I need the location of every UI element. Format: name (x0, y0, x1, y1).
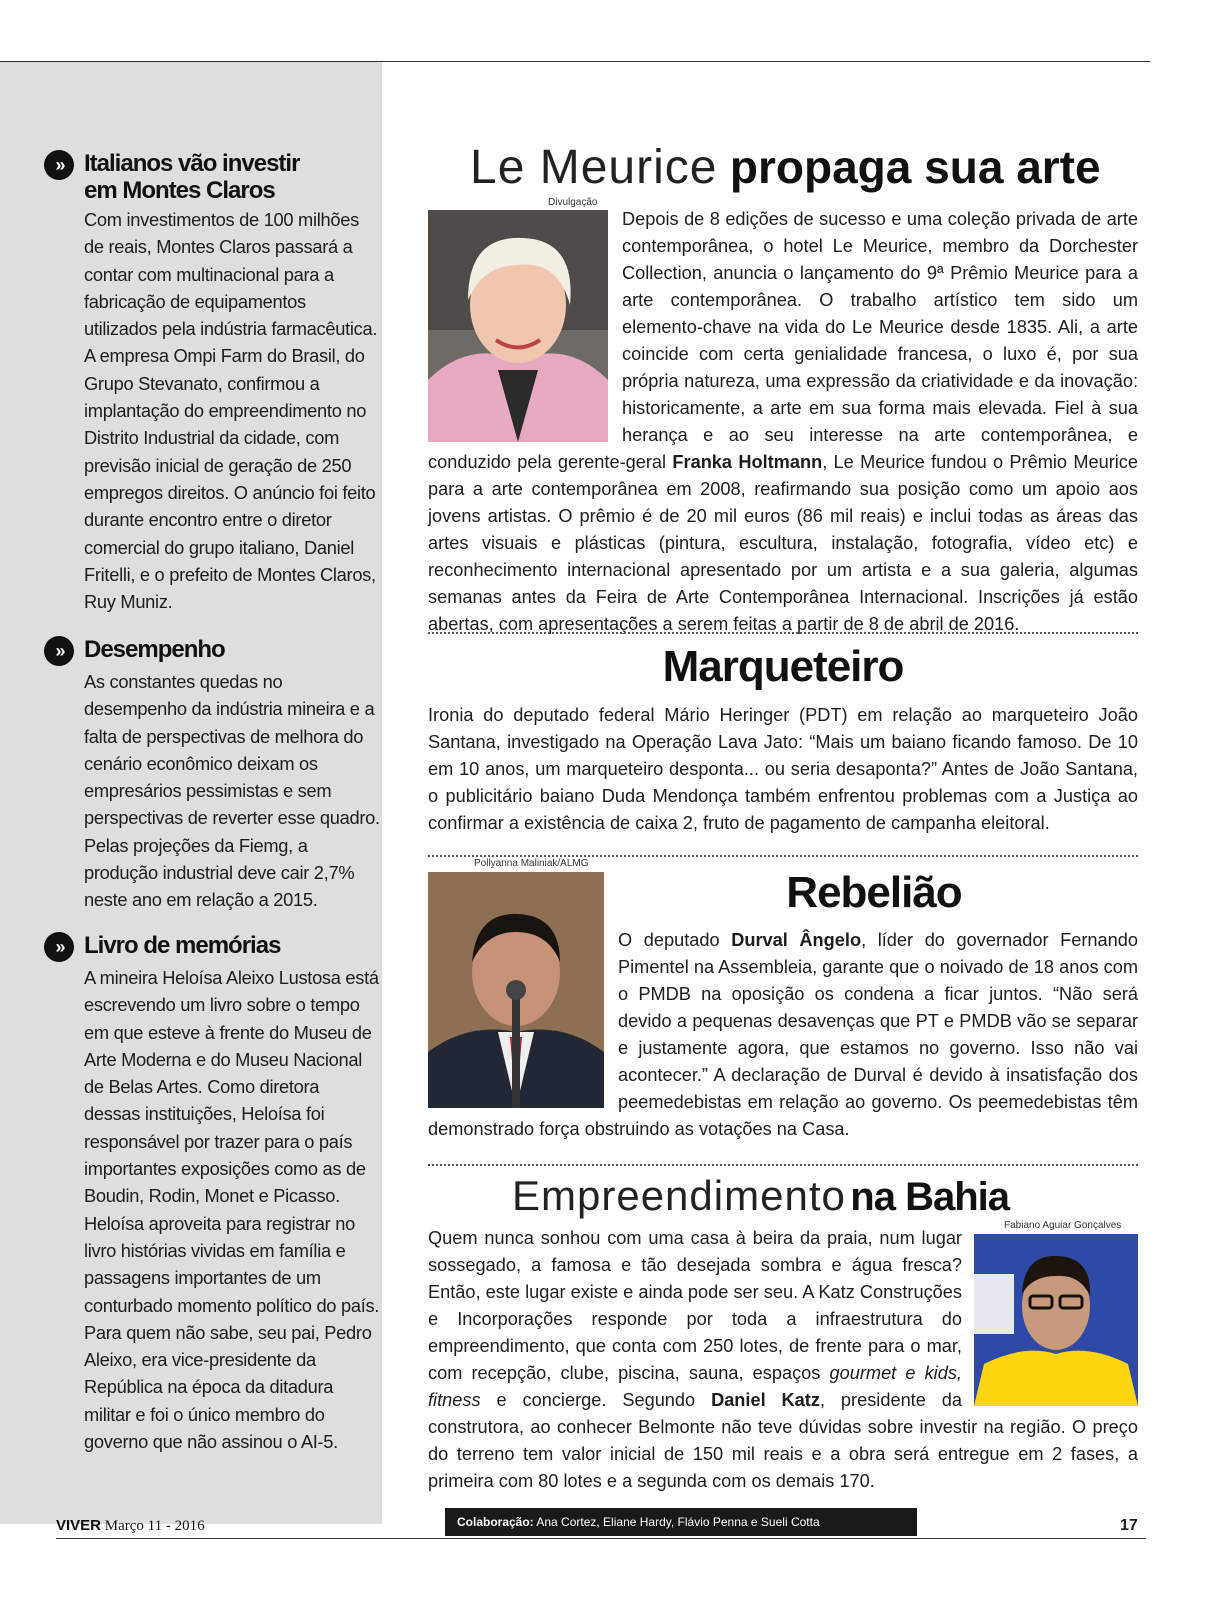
person-name: Durval Ângelo (731, 930, 862, 950)
person-name: Daniel Katz (711, 1390, 820, 1410)
rebeliao-headline: Rebelião (786, 868, 962, 917)
collab-names: Ana Cortez, Eliane Hardy, Flávio Penna e Sueli Cotta (536, 1515, 820, 1529)
dotted-divider (428, 855, 1138, 857)
dotted-divider (428, 632, 1138, 634)
page-number: 17 (1120, 1517, 1138, 1534)
photo-float (428, 927, 618, 1115)
sidebar-item-body: Com investimentos de 100 milhões de reais, Montes Claros passará a contar com multinacional para a fabricação de equipamentos utilizados pela indústria farmacêutica. A empresa Ompi Farm do Brasil, do Grupo Stevanato, confirmou a implantação do empreendimento no Distrito Industrial da cidade, com previsão inicial de geração de 250 empregos direitos. O anúncio foi feito durante encontro entre o diretor comercial do grupo italiano, Daniel Fritelli, e o prefeito de Montes Claros, Ruy Muniz. (84, 209, 378, 613)
photo-float (428, 206, 622, 446)
sidebar (0, 62, 382, 1524)
italic-terms: gourmet e kids, fitness (428, 1363, 962, 1410)
footer-rule (56, 1538, 1146, 1539)
issue-date: Março 11 - 2016 (104, 1518, 205, 1534)
sidebar-item-title: Desempenho (84, 636, 225, 663)
headline-thin: Le Meurice (470, 141, 718, 194)
double-chevron-icon: » (44, 636, 74, 666)
sidebar-item-italianos (44, 150, 380, 615)
photo-float (962, 1225, 1138, 1409)
magazine-name: VIVER (56, 1517, 102, 1534)
collaboration-bar (445, 1508, 917, 1536)
sidebar-item-title: Italianos vão investir em Montes Claros (84, 150, 300, 204)
rebeliao-body: O deputado Durval Ângelo, líder do governador Fernando Pimentel na Assembleia, garante que o noivado de 18 anos com o PMDB na oposição os condena a ficar juntos. “Não será devido a pequenas desavenças que PT e PMDB vão se separar e justamente agora, que estamos no governo. Isso não vai acontecer.” A declaração de Durval é devido à insatisfação dos peemedebistas em relação ao governo. Os peemedebistas têm demonstrado força obstruindo as votações na Casa. (428, 927, 1138, 1143)
person-name: Franka Holtmann (672, 452, 823, 472)
photo-credit: Pollyanna Maliniak/ALMG (474, 858, 589, 869)
marqueteiro-headline: Marqueteiro (662, 642, 904, 691)
bahia-headline (512, 1172, 1072, 1220)
headline-thin: Empreendimento (512, 1172, 846, 1219)
sidebar-item-body: A mineira Heloísa Aleixo Lustosa está escrevendo um livro sobre o tempo em que esteve à frente do Museu de Arte Moderna e do Museu Nacional de Belas Artes. Como diretora dessas instituições, Heloísa foi responsável por trazer para o país importantes exposições como as de Boudin, Rodin, Monet e Picasso. Heloísa aproveita para registrar no livro histórias vividas em família e passagens importantes de um conturbado momento político do país. Para quem não sabe, seu pai, Pedro Aleixo, era vice-presidente da República na época da ditadura militar e foi o único membro do governo que não assinou o AI-5. (84, 967, 380, 1453)
sidebar-item-desempenho (44, 636, 380, 914)
double-chevron-icon: » (44, 150, 74, 180)
sidebar-item-livro (44, 932, 380, 1455)
headline-bold: na Bahia (850, 1175, 1010, 1219)
headline-bold: propaga sua arte (729, 141, 1101, 193)
sidebar-item-title: Livro de memórias (84, 932, 281, 959)
dotted-divider (428, 1164, 1138, 1166)
marqueteiro-body: Ironia do deputado federal Mário Heringer (PDT) em relação ao marqueteiro João Santana, investigado na Operação Lava Jato: “Mais um baiano ficando famoso. De 10 em 10 anos, um marqueteiro desponta... ou seria desaponta?” Antes de João Santana, o publicitário baiano Duda Mendonça também enfrentou problemas com a Justiça ao confirmar a existência de caixa 2, fruto de pagamento de campanha eleitoral. (428, 705, 1138, 833)
double-chevron-icon: » (44, 932, 74, 962)
photo-credit: Fabiano Aguiar Gonçalves (1004, 1220, 1122, 1231)
sidebar-item-body: As constantes quedas no desempenho da indústria mineira e a falta de perspectivas de melhora do cenário econômico deixam os empresários pessimistas e sem perspectivas de reverter esse quadro. Pelas projeções da Fiemg, a produção industrial deve cair 2,7% neste ano em relação a 2015. (84, 671, 380, 911)
collab-label: Colaboração: (457, 1515, 534, 1529)
meurice-headline (470, 140, 1150, 200)
meurice-body: Depois de 8 edições de sucesso e uma coleção privada de arte contemporânea, o hotel Le Meurice, membro da Dorchester Collection, anuncia o lançamento do 9ª Prêmio Meurice para a arte contemporânea. O trabalho artístico tem sido um elemento-chave na vida do Le Meurice desde 1835. Ali, a arte coincide com certa genialidade francesa, o luxo é, por sua própria natureza, uma expressão da criatividade e da inovação: historicamente, a arte em sua forma mais elevada. Fiel à sua herança e ao seu interesse na arte contemporânea, e conduzido pela gerente-geral Franka Holtmann, Le Meurice fundou o Prêmio Meurice para a arte contemporânea em 2008, reafirmando sua posição como um apoio aos jovens artistas. O prêmio é de 20 mil euros (86 mil reais) e inclui todas as áreas das artes visuais e plásticas (pintura, escultura, instalação, fotografia, vídeo etc) e reconhecimento internacional apresentado por um artista e a sua galeria, algumas semanas antes da Feira de Arte Contemporânea Internacional. Inscrições já estão abertas, com apresentações a serem feitas a partir de 8 de abril de 2016. (428, 206, 1138, 638)
photo-credit: Divulgação (548, 197, 598, 208)
footer-magazine (56, 1517, 205, 1535)
bahia-body: Quem nunca sonhou com uma casa à beira da praia, num lugar sossegado, a famosa e tão desejada sombra e água fresca? Então, este lugar existe e ainda pode ser seu. A Katz Construções e Incorporações responde por toda a infraestrutura do empreendimento, que conta com 250 lotes, de frente para o mar, com recepção, clube, piscina, sauna, espaços gourmet e kids, fitness e concierge. Segundo Daniel Katz, presidente da construtora, ao conhecer Belmonte não teve dúvidas sobre investir na região. O preço do terreno tem valor inicial de 150 mil reais e a obra será entregue em 2 fases, a primeira com 80 lotes e a segunda com os demais 170. (428, 1225, 1138, 1495)
